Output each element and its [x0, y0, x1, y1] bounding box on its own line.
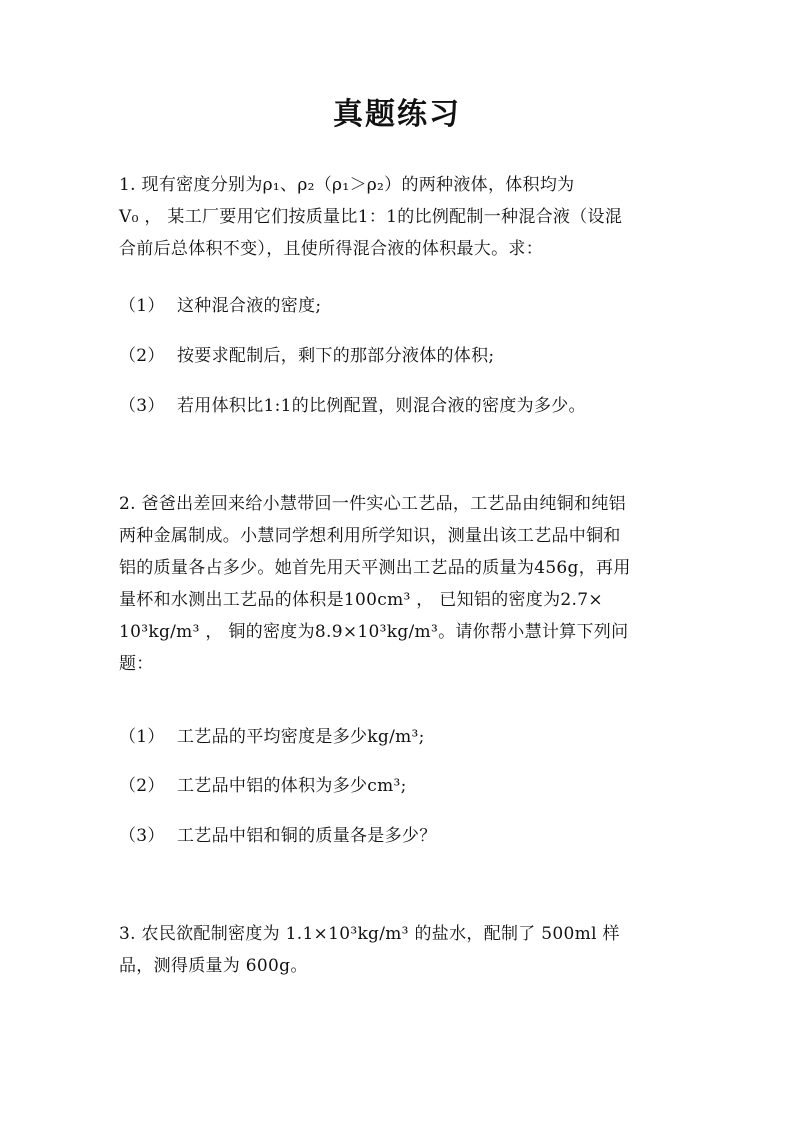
sub-number: （1） — [119, 296, 165, 316]
question-2-text — [119, 488, 679, 680]
question-2-line: 两种金属制成。小慧同学想利用所学知识，测量出该工艺品中铜和 — [119, 526, 621, 546]
sub-text: 工艺品的平均密度是多少kg/m³; — [177, 727, 425, 747]
sub-text: 这种混合液的密度; — [177, 296, 322, 316]
question-2-line: 铝的质量各占多少。她首先用天平测出工艺品的质量为456g，再用 — [119, 558, 631, 578]
sub-number: （2） — [119, 776, 165, 796]
question-1-line: 合前后总体积不变），且使所得混合液的体积最大。求： — [119, 239, 543, 259]
question-3-line: 品，测得质量为 600g。 — [119, 956, 308, 976]
question-2-line: 10³kg/m³ ， 铜的密度为8.9×10³kg/m³。请你帮小慧计算下列问 — [119, 622, 629, 642]
question-2-sub-3 — [119, 820, 679, 852]
question-2-line: 2. 爸爸出差回来给小慧带回一件实心工艺品，工艺品由纯铜和纯铝 — [119, 494, 626, 514]
question-2-line: 题： — [119, 654, 154, 674]
sub-number: （2） — [119, 346, 165, 366]
sub-text: 按要求配制后，剩下的那部分液体的体积; — [177, 346, 495, 366]
question-1-sub-1 — [119, 290, 679, 322]
question-3-line: 3. 农民欲配制密度为 1.1×10³kg/m³ 的盐水，配制了 500ml 样 — [119, 924, 620, 944]
sub-text: 工艺品中铝的体积为多少cm³; — [177, 776, 407, 796]
question-2-sub-2 — [119, 770, 679, 802]
question-2-sub-1 — [119, 721, 679, 753]
sub-number: （3） — [119, 396, 165, 416]
question-3-text — [119, 918, 679, 982]
sub-text: 若用体积比1:1的比例配置，则混合液的密度为多少。 — [177, 396, 586, 416]
sub-text: 工艺品中铝和铜的质量各是多少？ — [177, 826, 437, 846]
question-1-text — [119, 169, 679, 265]
question-1-line: 1. 现有密度分别为ρ₁、ρ₂（ρ₁＞ρ₂）的两种液体，体积均为 — [119, 175, 575, 195]
question-2-line: 量杯和水测出工艺品的体积是100cm³ ， 已知铝的密度为2.7× — [119, 590, 603, 610]
page-title: 真题练习 — [333, 97, 461, 132]
sub-number: （3） — [119, 826, 165, 846]
question-1-line: V₀ ， 某工厂要用它们按质量比1：1的比例配制一种混合液（设混 — [119, 207, 623, 227]
question-1-sub-2 — [119, 340, 679, 372]
sub-number: （1） — [119, 727, 165, 747]
question-1-sub-3 — [119, 390, 679, 422]
